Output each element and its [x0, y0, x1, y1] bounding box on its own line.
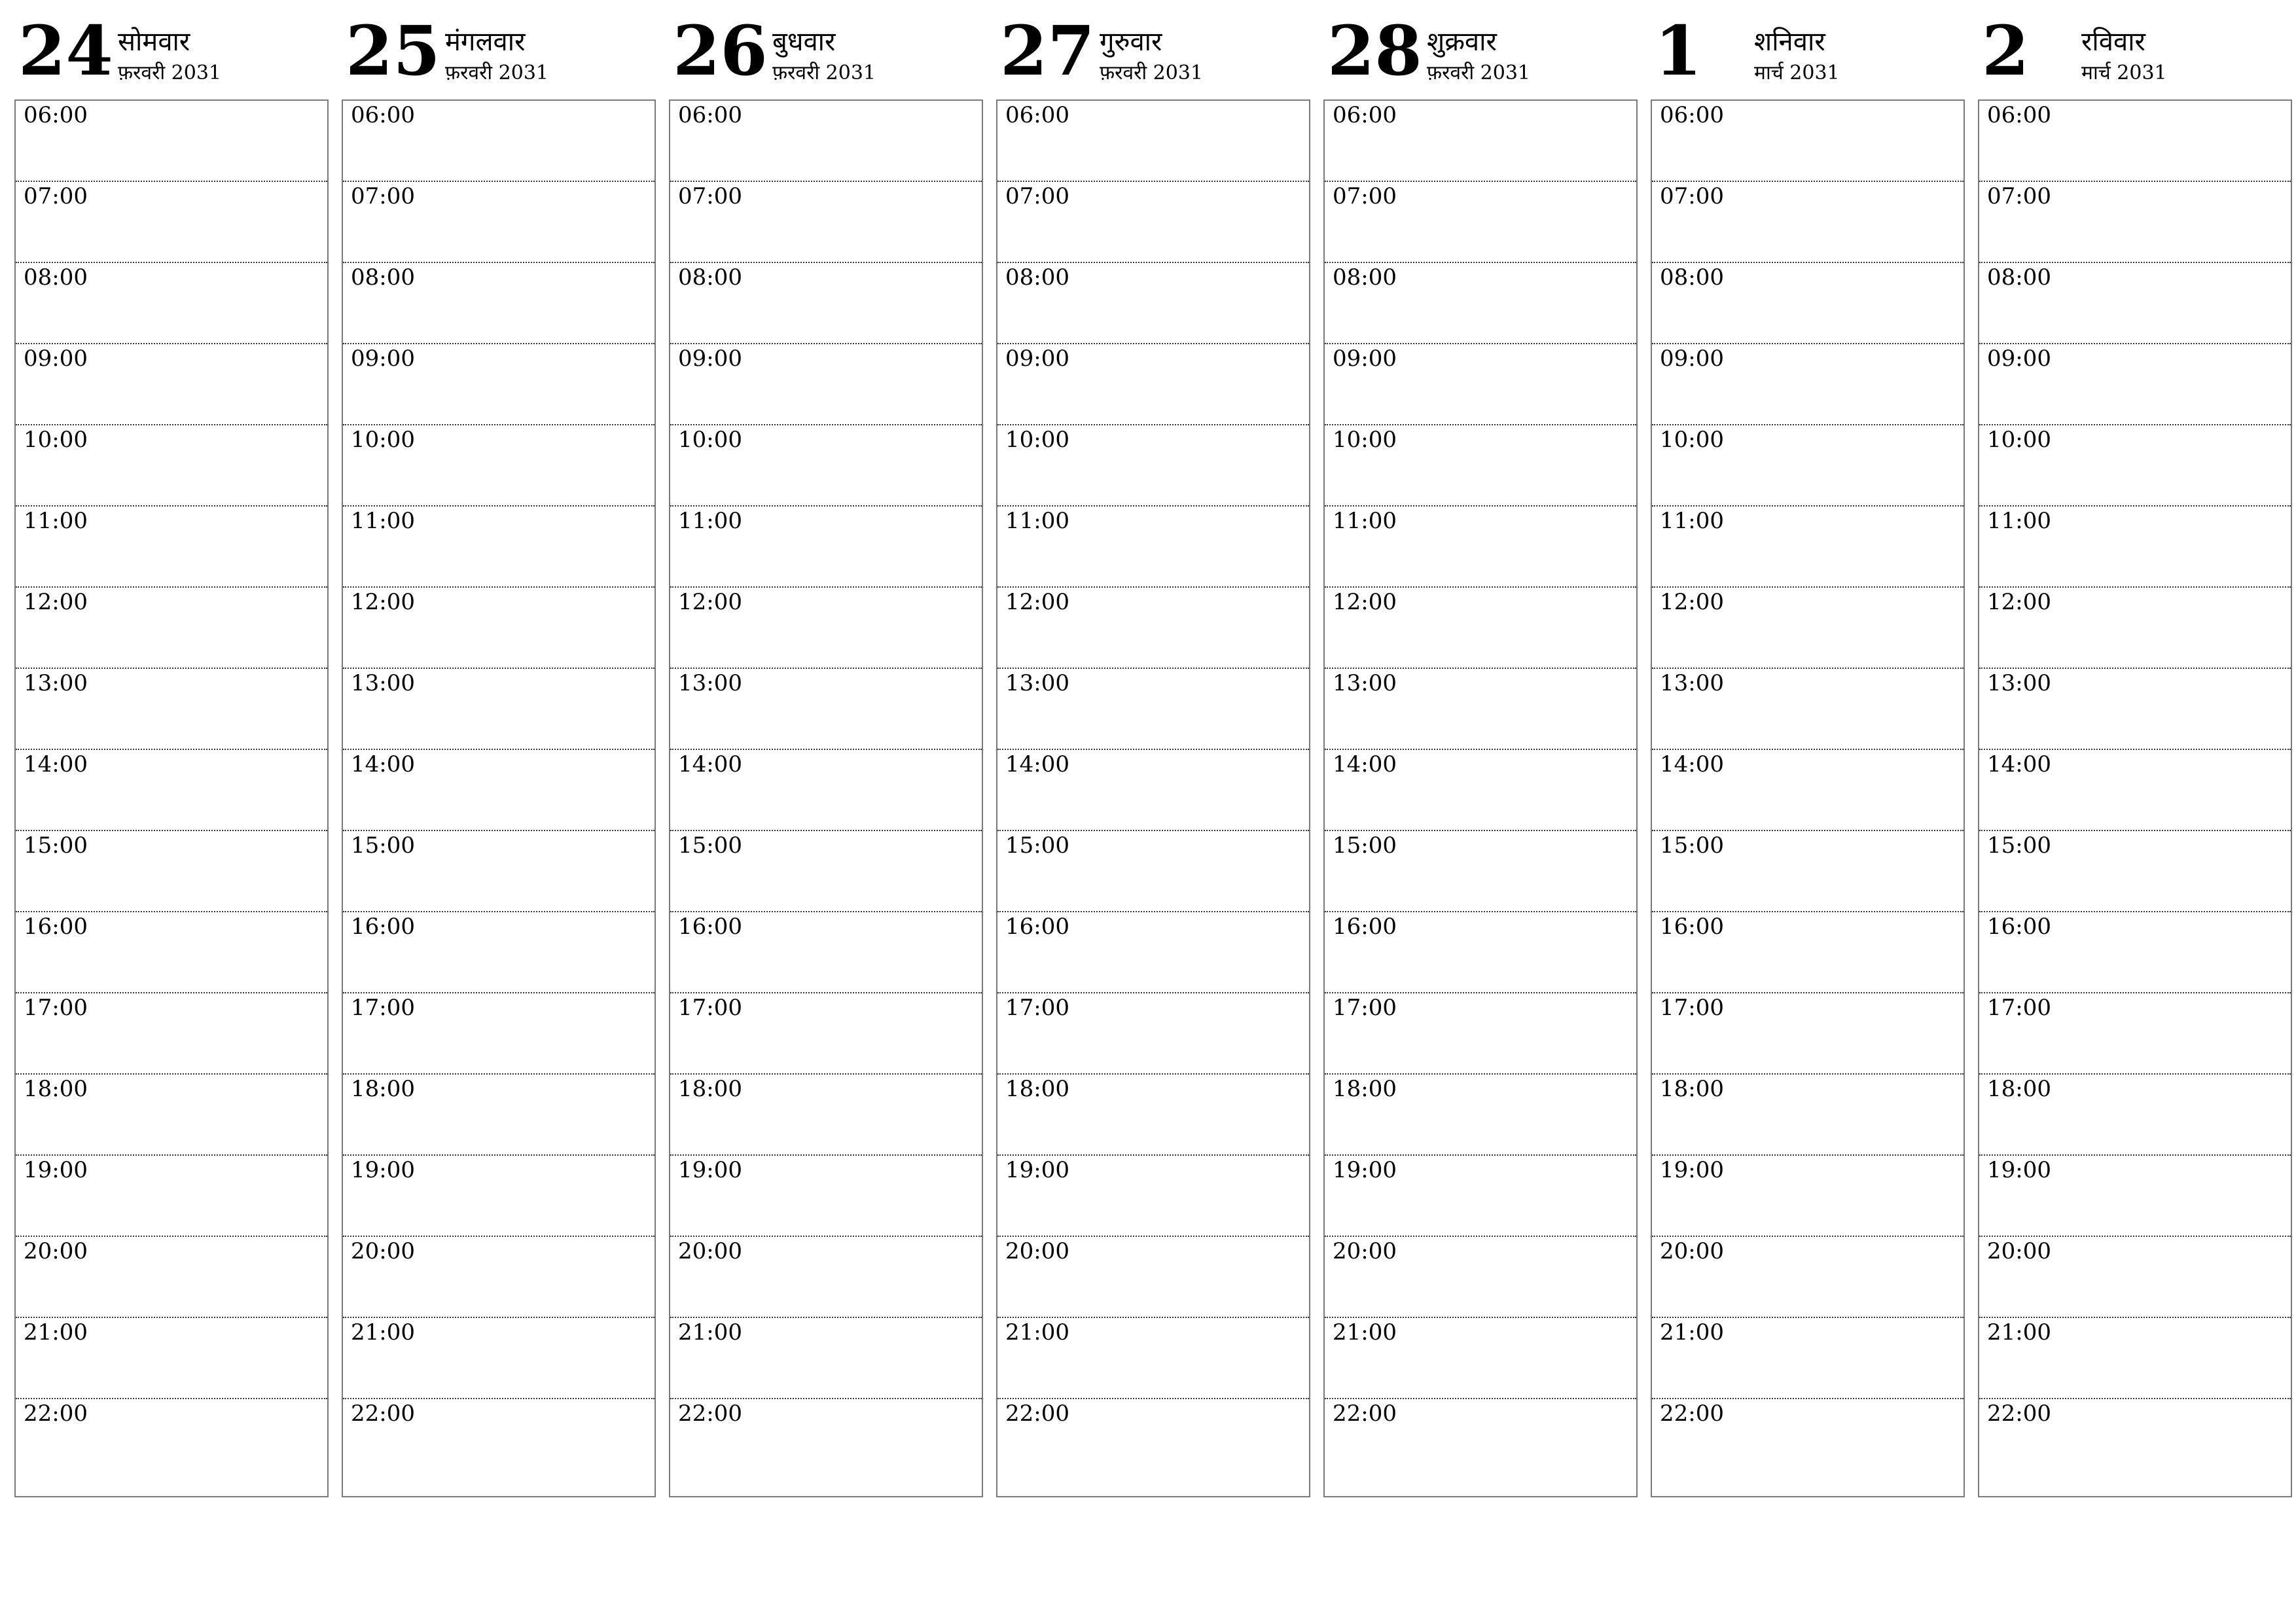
time-label: 20:00	[1660, 1238, 1724, 1264]
time-label: 07:00	[351, 183, 415, 209]
time-label: 22:00	[678, 1400, 742, 1427]
time-slot	[343, 1399, 655, 1496]
time-slot	[343, 912, 655, 993]
time-slot	[670, 1156, 982, 1237]
time-label: 06:00	[1005, 102, 1069, 128]
time-label: 12:00	[1333, 589, 1397, 615]
day-schedule-box	[1651, 99, 1965, 1497]
time-slot	[1652, 182, 1964, 263]
time-label: 10:00	[351, 427, 415, 453]
month-year: फ़रवरी 2031	[772, 62, 876, 84]
time-label: 14:00	[1660, 751, 1724, 777]
time-slot	[16, 1075, 327, 1156]
time-slot	[343, 182, 655, 263]
weekday-name: रविवार	[2081, 27, 2145, 57]
time-slot	[670, 507, 982, 588]
time-label: 07:00	[1005, 183, 1069, 209]
time-slot	[670, 1075, 982, 1156]
time-label: 11:00	[351, 508, 415, 534]
time-slot	[1652, 1075, 1964, 1156]
day-number: 2	[1982, 10, 2030, 91]
time-slot	[16, 263, 327, 344]
time-slot	[1979, 507, 2291, 588]
time-slot	[1979, 1075, 2291, 1156]
time-label: 17:00	[24, 995, 88, 1021]
time-label: 16:00	[1660, 914, 1724, 940]
time-label: 17:00	[678, 995, 742, 1021]
time-slot	[343, 101, 655, 182]
day-header	[1978, 10, 2292, 99]
time-slot	[343, 344, 655, 425]
time-label: 22:00	[1005, 1400, 1069, 1427]
time-label: 09:00	[1005, 346, 1069, 372]
time-label: 19:00	[1987, 1157, 2051, 1183]
time-label: 09:00	[1333, 346, 1397, 372]
time-slot	[16, 912, 327, 993]
time-label: 19:00	[1005, 1157, 1069, 1183]
time-slot	[1979, 1156, 2291, 1237]
time-label: 10:00	[24, 427, 88, 453]
time-slot	[997, 831, 1309, 912]
month-year: फ़रवरी 2031	[1427, 62, 1531, 84]
time-label: 13:00	[351, 670, 415, 696]
month-year: मार्च 2031	[2081, 62, 2167, 84]
time-slot	[343, 507, 655, 588]
time-slot	[1325, 912, 1636, 993]
time-label: 12:00	[1005, 589, 1069, 615]
time-label: 16:00	[678, 914, 742, 940]
time-slot	[997, 1399, 1309, 1496]
time-label: 08:00	[351, 264, 415, 291]
time-slot	[1979, 750, 2291, 831]
time-label: 13:00	[1987, 670, 2051, 696]
day-header	[1651, 10, 1965, 99]
time-slot	[16, 1237, 327, 1318]
time-slot	[670, 182, 982, 263]
time-label: 10:00	[1660, 427, 1724, 453]
time-slot	[997, 588, 1309, 669]
time-label: 20:00	[1333, 1238, 1397, 1264]
time-slot	[1979, 588, 2291, 669]
time-label: 16:00	[1333, 914, 1397, 940]
time-slot	[16, 182, 327, 263]
time-slot	[997, 425, 1309, 507]
time-label: 15:00	[1987, 832, 2051, 859]
time-slot	[997, 1156, 1309, 1237]
time-slot	[997, 1318, 1309, 1399]
weekly-planner	[14, 10, 2292, 1497]
day-column	[342, 10, 656, 1497]
time-slot	[1652, 425, 1964, 507]
time-slot	[16, 750, 327, 831]
day-header	[1323, 10, 1638, 99]
time-slot	[343, 1156, 655, 1237]
time-label: 07:00	[1987, 183, 2051, 209]
time-slot	[1325, 750, 1636, 831]
time-label: 13:00	[678, 670, 742, 696]
time-label: 22:00	[1660, 1400, 1724, 1427]
time-label: 17:00	[351, 995, 415, 1021]
time-slot	[670, 425, 982, 507]
time-label: 14:00	[24, 751, 88, 777]
time-label: 22:00	[24, 1400, 88, 1427]
time-label: 21:00	[1660, 1319, 1724, 1346]
time-label: 08:00	[678, 264, 742, 291]
time-label: 16:00	[351, 914, 415, 940]
time-slot	[16, 1318, 327, 1399]
time-label: 18:00	[351, 1076, 415, 1102]
time-slot	[1652, 1318, 1964, 1399]
time-label: 16:00	[24, 914, 88, 940]
time-slot	[670, 750, 982, 831]
time-label: 20:00	[351, 1238, 415, 1264]
time-slot	[670, 588, 982, 669]
time-slot	[1325, 507, 1636, 588]
day-header	[342, 10, 656, 99]
time-label: 08:00	[1333, 264, 1397, 291]
time-label: 14:00	[351, 751, 415, 777]
time-label: 14:00	[1333, 751, 1397, 777]
time-slot	[997, 182, 1309, 263]
time-slot	[670, 1399, 982, 1496]
time-slot	[1979, 912, 2291, 993]
time-label: 17:00	[1660, 995, 1724, 1021]
time-label: 19:00	[678, 1157, 742, 1183]
time-slot	[1979, 263, 2291, 344]
time-slot	[1325, 1156, 1636, 1237]
time-label: 11:00	[1987, 508, 2051, 534]
time-label: 14:00	[678, 751, 742, 777]
time-slot	[1325, 588, 1636, 669]
time-label: 09:00	[1660, 346, 1724, 372]
weekday-name: गुरुवार	[1100, 27, 1162, 57]
time-label: 09:00	[351, 346, 415, 372]
time-label: 12:00	[1987, 589, 2051, 615]
time-label: 18:00	[1005, 1076, 1069, 1102]
time-label: 08:00	[1005, 264, 1069, 291]
time-slot	[1325, 344, 1636, 425]
time-slot	[670, 1318, 982, 1399]
weekday-name: सोमवार	[118, 27, 190, 57]
time-slot	[16, 588, 327, 669]
time-slot	[1325, 831, 1636, 912]
day-number: 1	[1655, 10, 1702, 91]
time-slot	[1979, 425, 2291, 507]
time-label: 15:00	[351, 832, 415, 859]
day-column	[1978, 10, 2292, 1497]
time-label: 12:00	[24, 589, 88, 615]
day-header	[669, 10, 983, 99]
time-slot	[670, 263, 982, 344]
day-schedule-box	[996, 99, 1310, 1497]
time-label: 07:00	[1660, 183, 1724, 209]
time-label: 10:00	[1987, 427, 2051, 453]
time-label: 07:00	[678, 183, 742, 209]
day-column	[1323, 10, 1638, 1497]
time-slot	[1325, 669, 1636, 750]
time-label: 13:00	[1660, 670, 1724, 696]
day-schedule-box	[1323, 99, 1638, 1497]
month-year: फ़रवरी 2031	[118, 62, 222, 84]
time-slot	[1325, 1237, 1636, 1318]
time-slot	[1325, 182, 1636, 263]
day-number: 25	[346, 10, 440, 91]
day-number: 26	[673, 10, 768, 91]
time-label: 15:00	[24, 832, 88, 859]
time-slot	[1652, 507, 1964, 588]
time-slot	[1652, 588, 1964, 669]
time-label: 19:00	[1333, 1157, 1397, 1183]
time-slot	[1979, 1318, 2291, 1399]
month-year: फ़रवरी 2031	[445, 62, 549, 84]
time-slot	[997, 263, 1309, 344]
time-label: 07:00	[24, 183, 88, 209]
time-label: 09:00	[24, 346, 88, 372]
time-label: 14:00	[1005, 751, 1069, 777]
time-label: 06:00	[1660, 102, 1724, 128]
time-slot	[1979, 182, 2291, 263]
time-slot	[1979, 344, 2291, 425]
time-label: 14:00	[1987, 751, 2051, 777]
time-slot	[343, 263, 655, 344]
day-schedule-box	[342, 99, 656, 1497]
time-slot	[1652, 912, 1964, 993]
time-label: 09:00	[1987, 346, 2051, 372]
month-year: फ़रवरी 2031	[1100, 62, 1204, 84]
time-label: 17:00	[1987, 995, 2051, 1021]
time-slot	[1979, 993, 2291, 1075]
time-slot	[670, 912, 982, 993]
time-label: 16:00	[1987, 914, 2051, 940]
day-number: 27	[1000, 10, 1095, 91]
time-label: 06:00	[1987, 102, 2051, 128]
time-label: 21:00	[351, 1319, 415, 1346]
time-slot	[997, 669, 1309, 750]
time-label: 19:00	[1660, 1157, 1724, 1183]
time-slot	[670, 344, 982, 425]
time-label: 22:00	[1333, 1400, 1397, 1427]
time-slot	[997, 101, 1309, 182]
time-label: 06:00	[678, 102, 742, 128]
time-slot	[16, 831, 327, 912]
time-label: 18:00	[1987, 1076, 2051, 1102]
time-slot	[670, 1237, 982, 1318]
time-label: 20:00	[1987, 1238, 2051, 1264]
time-slot	[1652, 831, 1964, 912]
day-schedule-box	[1978, 99, 2292, 1497]
time-label: 10:00	[1333, 427, 1397, 453]
day-header	[996, 10, 1310, 99]
time-slot	[16, 1156, 327, 1237]
time-label: 21:00	[1987, 1319, 2051, 1346]
time-label: 10:00	[1005, 427, 1069, 453]
time-slot	[1325, 993, 1636, 1075]
time-label: 22:00	[351, 1400, 415, 1427]
time-label: 13:00	[1333, 670, 1397, 696]
time-slot	[1979, 101, 2291, 182]
weekday-name: बुधवार	[772, 27, 836, 57]
time-slot	[1652, 750, 1964, 831]
time-slot	[343, 669, 655, 750]
time-slot	[343, 993, 655, 1075]
time-slot	[670, 831, 982, 912]
day-schedule-box	[669, 99, 983, 1497]
time-slot	[1652, 263, 1964, 344]
time-label: 20:00	[1005, 1238, 1069, 1264]
time-slot	[16, 101, 327, 182]
time-slot	[997, 344, 1309, 425]
time-slot	[16, 344, 327, 425]
time-slot	[16, 425, 327, 507]
time-slot	[16, 993, 327, 1075]
time-slot	[1325, 263, 1636, 344]
time-label: 08:00	[24, 264, 88, 291]
time-label: 09:00	[678, 346, 742, 372]
time-label: 22:00	[1987, 1400, 2051, 1427]
time-label: 18:00	[24, 1076, 88, 1102]
time-label: 06:00	[24, 102, 88, 128]
time-label: 15:00	[1005, 832, 1069, 859]
time-slot	[16, 1399, 327, 1496]
time-label: 15:00	[678, 832, 742, 859]
time-label: 08:00	[1987, 264, 2051, 291]
time-label: 06:00	[1333, 102, 1397, 128]
time-label: 10:00	[678, 427, 742, 453]
time-slot	[997, 507, 1309, 588]
time-slot	[1979, 669, 2291, 750]
time-label: 16:00	[1005, 914, 1069, 940]
time-slot	[343, 425, 655, 507]
time-label: 17:00	[1005, 995, 1069, 1021]
time-label: 18:00	[1333, 1076, 1397, 1102]
time-slot	[16, 669, 327, 750]
time-slot	[1652, 344, 1964, 425]
time-label: 21:00	[1333, 1319, 1397, 1346]
time-slot	[1652, 1237, 1964, 1318]
time-label: 11:00	[678, 508, 742, 534]
day-number: 28	[1327, 10, 1422, 91]
time-label: 15:00	[1333, 832, 1397, 859]
time-label: 06:00	[351, 102, 415, 128]
time-slot	[343, 750, 655, 831]
time-slot	[1325, 1399, 1636, 1496]
time-label: 20:00	[678, 1238, 742, 1264]
time-label: 11:00	[1333, 508, 1397, 534]
time-slot	[997, 1237, 1309, 1318]
day-column	[1651, 10, 1965, 1497]
time-label: 21:00	[24, 1319, 88, 1346]
time-slot	[343, 831, 655, 912]
time-slot	[670, 669, 982, 750]
time-slot	[1325, 425, 1636, 507]
time-label: 21:00	[678, 1319, 742, 1346]
time-slot	[1652, 101, 1964, 182]
time-label: 19:00	[24, 1157, 88, 1183]
time-label: 18:00	[1660, 1076, 1724, 1102]
day-column	[669, 10, 983, 1497]
time-label: 11:00	[24, 508, 88, 534]
weekday-name: शनिवार	[1754, 27, 1825, 57]
time-label: 19:00	[351, 1157, 415, 1183]
time-slot	[670, 993, 982, 1075]
time-label: 18:00	[678, 1076, 742, 1102]
time-label: 15:00	[1660, 832, 1724, 859]
time-slot	[1979, 1237, 2291, 1318]
time-slot	[1325, 1318, 1636, 1399]
time-slot	[670, 101, 982, 182]
weekday-name: मंगलवार	[445, 27, 526, 57]
time-label: 12:00	[1660, 589, 1724, 615]
time-label: 12:00	[678, 589, 742, 615]
month-year: मार्च 2031	[1754, 62, 1840, 84]
weekday-name: शुक्रवार	[1427, 27, 1497, 57]
time-label: 12:00	[351, 589, 415, 615]
time-slot	[997, 1075, 1309, 1156]
time-label: 13:00	[24, 670, 88, 696]
day-number: 24	[18, 10, 113, 91]
time-slot	[1652, 1399, 1964, 1496]
time-slot	[1979, 1399, 2291, 1496]
day-column	[996, 10, 1310, 1497]
day-schedule-box	[14, 99, 329, 1497]
time-slot	[1652, 669, 1964, 750]
time-label: 21:00	[1005, 1319, 1069, 1346]
time-slot	[16, 507, 327, 588]
time-slot	[997, 993, 1309, 1075]
time-slot	[343, 1318, 655, 1399]
time-label: 20:00	[24, 1238, 88, 1264]
time-label: 11:00	[1005, 508, 1069, 534]
day-column	[14, 10, 329, 1497]
time-slot	[1325, 1075, 1636, 1156]
time-slot	[997, 912, 1309, 993]
time-label: 13:00	[1005, 670, 1069, 696]
time-label: 08:00	[1660, 264, 1724, 291]
time-slot	[343, 588, 655, 669]
day-header	[14, 10, 329, 99]
time-label: 07:00	[1333, 183, 1397, 209]
time-slot	[1325, 101, 1636, 182]
time-slot	[343, 1237, 655, 1318]
time-label: 17:00	[1333, 995, 1397, 1021]
time-label: 11:00	[1660, 508, 1724, 534]
time-slot	[1652, 993, 1964, 1075]
time-slot	[343, 1075, 655, 1156]
time-slot	[1979, 831, 2291, 912]
time-slot	[1652, 1156, 1964, 1237]
time-slot	[997, 750, 1309, 831]
